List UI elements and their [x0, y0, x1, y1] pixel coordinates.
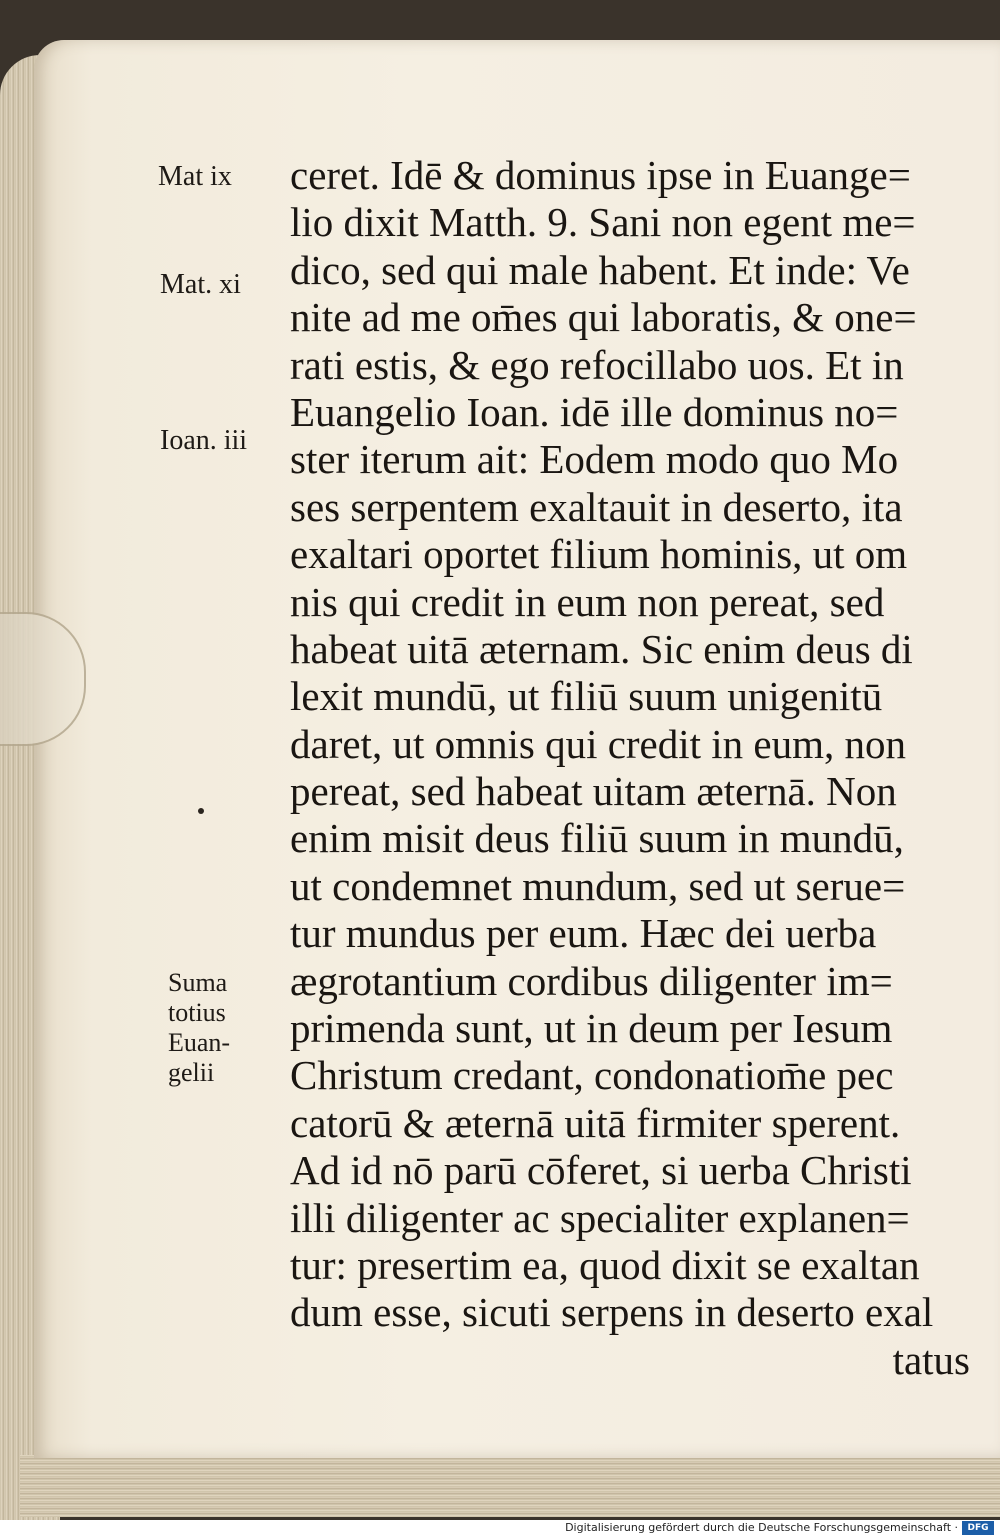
- text-line: lexit mundū, ut filiū suum unigenitū: [290, 673, 883, 720]
- text-line: dum esse, sicuti serpens in deserto exal: [290, 1289, 934, 1336]
- text-line: exaltari oportet filium hominis, ut om: [290, 531, 908, 578]
- text-line: ster iterum ait: Eodem modo quo Mo: [290, 436, 899, 483]
- text-line: ægrotantium cordibus diligenter im=: [290, 957, 893, 1004]
- text-line: illi diligenter ac specialiter explanen=: [290, 1194, 910, 1241]
- text-line: habeat uitā æternam. Sic enim deus di: [290, 625, 913, 672]
- body-text: [290, 152, 980, 1384]
- marginal-summa-line: Suma: [168, 968, 228, 997]
- text-line: Christum credant, condonatiom̄e pec: [290, 1052, 894, 1099]
- marginal-summa-line: gelii: [168, 1058, 215, 1087]
- text-line: Euangelio Ioan. idē ille dominus no=: [290, 388, 899, 435]
- text-line: ut condemnet mundum, sed ut serue=: [290, 862, 906, 909]
- text-line: tur mundus per eum. Hæc dei uerba: [290, 910, 877, 957]
- text-line: daret, ut omnis qui credit in eum, non: [290, 720, 907, 767]
- text-line: nis qui credit in eum non pereat, sed: [290, 578, 885, 625]
- marginal-note-mat-xi: Mat. xi: [160, 269, 241, 300]
- marginal-summa-line: Euan-: [168, 1028, 231, 1057]
- marginal-note-summa: [168, 968, 230, 1088]
- text-line: lio dixit Matth. 9. Sani non egent me=: [290, 199, 916, 246]
- catchword: tatus: [892, 1336, 970, 1383]
- marginal-summa-line: totius: [168, 998, 226, 1027]
- text-line: dico, sed qui male habent. Et inde: Ve: [290, 246, 910, 293]
- margin-dot: [198, 808, 204, 814]
- text-line: primenda sunt, ut in deum per Iesum: [290, 1005, 893, 1052]
- text-line: enim misit deus filiū suum in mundū,: [290, 815, 904, 862]
- text-line: ses serpentem exaltauit in deserto, ita: [290, 483, 903, 530]
- marginal-note-mat-ix: Mat ix: [158, 161, 232, 192]
- text-line: pereat, sed habeat uitam æternā. Non: [290, 768, 897, 815]
- marginal-note-ioan-iii: Ioan. iii: [160, 425, 248, 456]
- text-line: rati estis, & ego refocillabo uos. Et in: [290, 341, 904, 388]
- text-line: Ad id nō parū cōferet, si uerba Christi: [290, 1147, 912, 1194]
- text-line: tur: presertim ea, quod dixit se exaltan: [290, 1241, 920, 1288]
- footer-credit: Digitalisierung gefördert durch die Deutsche Forschungsgemeinschaft ·: [565, 1521, 958, 1534]
- dfg-logo: DFG: [962, 1521, 994, 1535]
- text-line: nite ad me om̄es qui laboratis, & one=: [290, 294, 917, 341]
- page-edges-bottom: [20, 1455, 1000, 1517]
- text-line: catorū & æternā uitā firmiter sperent.: [290, 1099, 901, 1146]
- text-line: ceret. Idē & dominus ipse in Euange=: [290, 152, 911, 198]
